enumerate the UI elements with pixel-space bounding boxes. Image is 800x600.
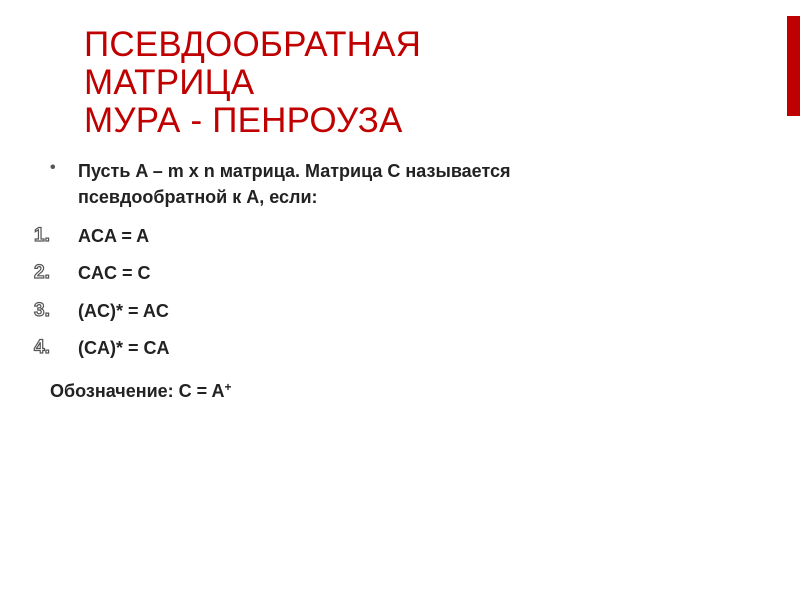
condition-text: CAC = C [78, 263, 151, 283]
condition-number: 3. [34, 300, 50, 321]
condition-text: (CA)* = CA [78, 338, 170, 358]
title-line-3: МУРА - ПЕНРОУЗА [84, 101, 403, 140]
title-line-2: МАТРИЦА [84, 63, 255, 102]
condition-text: ACA = A [78, 226, 150, 246]
condition-item [0, 298, 600, 324]
title-line-1: ПСЕВДООБРАТНАЯ [84, 25, 422, 64]
condition-text: (AC)* = AC [78, 301, 169, 321]
condition-item [0, 223, 600, 249]
condition-number: 4. [34, 337, 50, 358]
bullet-dot-icon: • [50, 159, 56, 176]
notation-text: Обозначение: C = A [50, 381, 225, 401]
accent-bar [787, 16, 800, 116]
condition-number: 2. [34, 262, 50, 283]
slide-title [84, 26, 421, 140]
notation-line [50, 374, 232, 404]
notation-superscript: + [224, 380, 232, 394]
definition-text: Пусть A – m x n матрица. Матрица С называется псевдообратной к A, если: [78, 161, 511, 207]
condition-item [0, 335, 600, 361]
definition-bullet [0, 158, 700, 214]
condition-number: 1. [34, 225, 50, 246]
condition-item [0, 260, 600, 286]
